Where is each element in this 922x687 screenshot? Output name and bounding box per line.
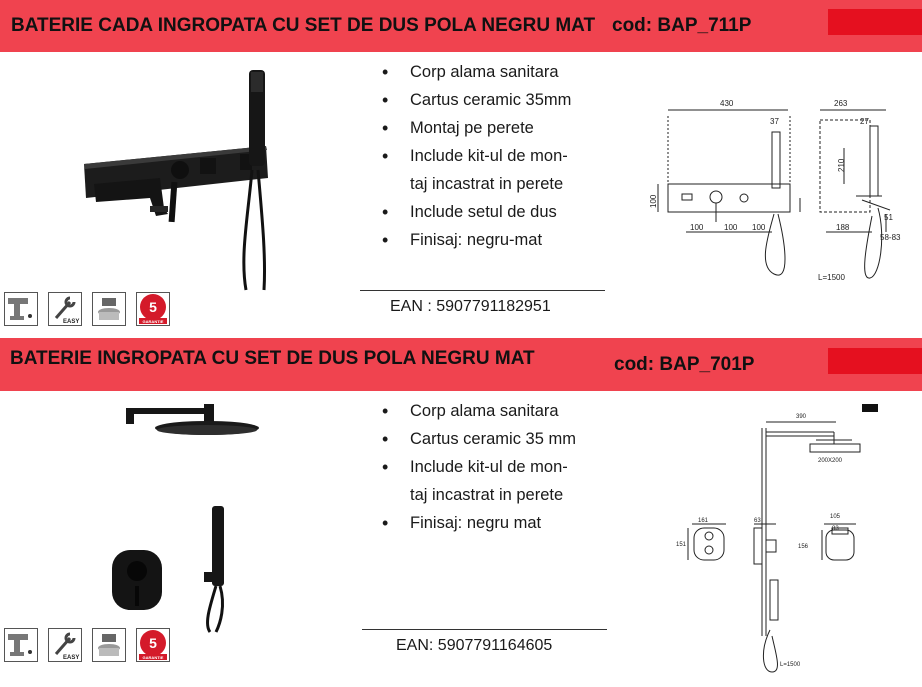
dim-hose-offset: 37: [770, 117, 779, 126]
product-2-header: [0, 338, 922, 391]
dim-side-width: 263: [834, 99, 848, 108]
dim-side-83: 83: [832, 526, 839, 532]
feature-item: • Finisaj: negru-mat: [376, 226, 616, 254]
feature-item: • Include setul de dus: [376, 198, 616, 226]
warranty-word: GARANTIE: [142, 655, 164, 660]
product-2-photo: [100, 396, 280, 636]
ceramic-cartridge-icon: [92, 628, 126, 662]
dim-front-width: 430: [720, 99, 734, 108]
dim-spacing-c: 100: [752, 223, 766, 232]
dim-side-105: 105: [830, 514, 841, 520]
feature-item: • Include kit-ul de mon-: [376, 142, 616, 170]
dim-plate-height: 151: [676, 542, 687, 548]
product-1-features: [376, 58, 616, 254]
dim-range: 58-83: [880, 233, 901, 242]
product-2-features: [376, 397, 616, 537]
dim-height-100: 100: [649, 194, 658, 208]
header-accent-block: [828, 348, 922, 374]
dim-wall-63: 63: [754, 518, 761, 524]
dim-spacing-a: 100: [690, 223, 704, 232]
feature-item-continued: taj incastrat in perete: [410, 486, 564, 504]
dim-depth-188: 188: [836, 223, 850, 232]
easy-label: EASY: [63, 655, 80, 661]
feature-item: • Cartus ceramic 35 mm: [376, 425, 616, 453]
faucet-icon: [4, 292, 38, 326]
product-1-technical-drawing: [640, 96, 912, 296]
product-2-code: cod: BAP_701P: [614, 354, 755, 375]
dim-head-size: 200X200: [818, 458, 843, 464]
product-1-photo: [80, 66, 280, 296]
dim-side-156: 156: [798, 544, 809, 550]
ceramic-cartridge-icon: [92, 292, 126, 326]
faucet-icon: [4, 628, 38, 662]
warranty-years: 5: [149, 635, 157, 651]
wrench-icon: [48, 628, 82, 662]
warranty-word: GARANTIE: [142, 319, 164, 324]
feature-item: • Corp alama sanitara: [376, 58, 616, 86]
product-1-code: cod: BAP_711P: [612, 15, 752, 36]
product-1-header: [0, 0, 922, 52]
divider: [362, 629, 607, 630]
wrench-icon: [48, 292, 82, 326]
warranty-badge-icon: [136, 628, 170, 662]
feature-item: • Finisaj: negru mat: [376, 509, 616, 537]
product-1-title: BATERIE CADA INGROPATA CU SET DE DUS POLA NEGRU MAT: [11, 15, 596, 36]
feature-item: • Cartus ceramic 35mm: [376, 86, 616, 114]
feature-item: • Montaj pe perete: [376, 114, 616, 142]
dim-height-210: 210: [837, 158, 846, 172]
dim-arm-length: 390: [796, 414, 807, 420]
warranty-years: 5: [149, 299, 157, 315]
product-2-ean: EAN: 5907791164605: [396, 637, 553, 654]
product-2-technical-drawing: [672, 400, 882, 684]
product-2-title: BATERIE INGROPATA CU SET DE DUS POLA NEGRU MAT: [10, 348, 535, 369]
dim-hose-length: L=1500: [818, 273, 845, 282]
feature-item: • Corp alama sanitara: [376, 397, 616, 425]
feature-item: • Include kit-ul de mon-: [376, 453, 616, 481]
header-accent-block: [828, 9, 922, 35]
feature-item-continued: taj incastrat in perete: [410, 175, 564, 193]
dim-hose-length: L=1500: [780, 662, 801, 668]
product-1-ean: EAN : 5907791182951: [390, 298, 551, 315]
easy-label: EASY: [63, 319, 80, 325]
warranty-badge-icon: [136, 292, 170, 326]
dim-side-offset: 27: [860, 117, 869, 126]
divider: [360, 290, 605, 291]
dim-plate-width: 161: [698, 518, 709, 524]
dim-spacing-b: 100: [724, 223, 738, 232]
dim-depth-51: 51: [884, 213, 893, 222]
